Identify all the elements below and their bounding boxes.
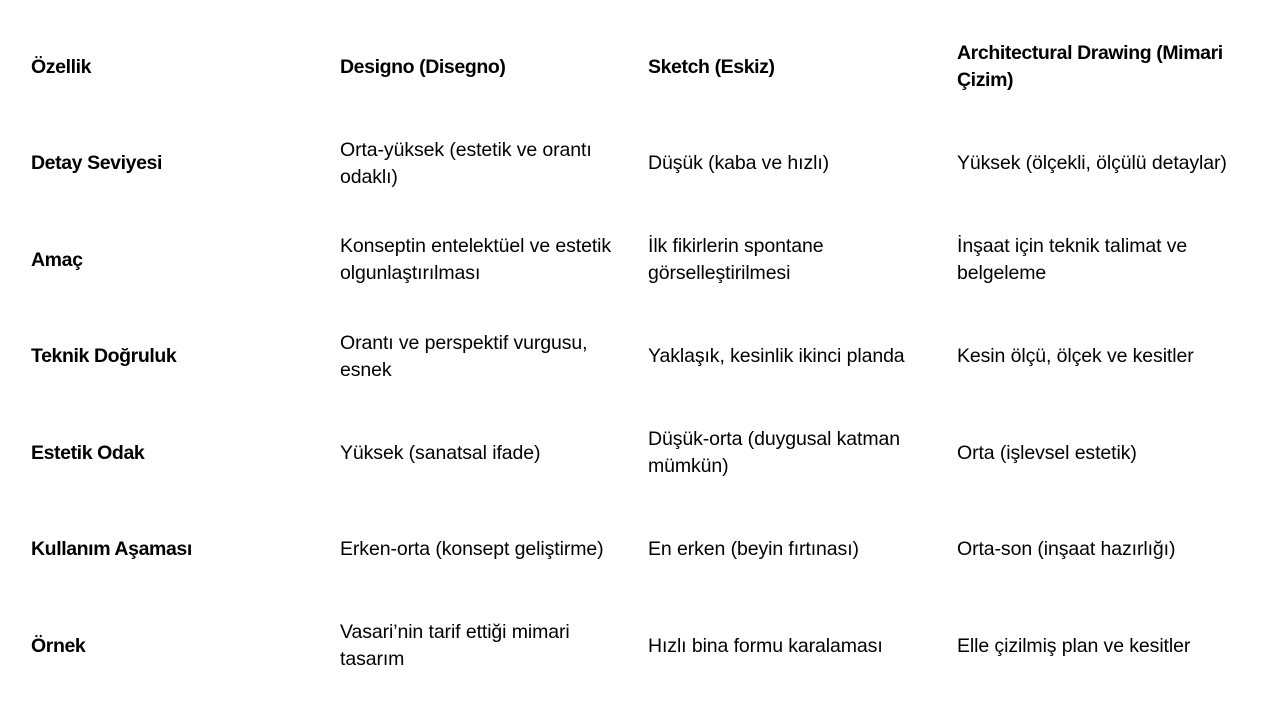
table-cell: Kesin ölçü, ölçek ve kesitler	[957, 345, 1194, 368]
row-label: Amaç	[31, 248, 83, 271]
table-cell: Yüksek (sanatsal ifade)	[340, 441, 541, 464]
table-cell: Vasari’nin tarif ettiği mimari tasarım	[340, 621, 570, 671]
table-cell: Düşük (kaba ve hızlı)	[648, 152, 830, 175]
table-cell: Erken-orta (konsept geliştirme)	[340, 538, 604, 561]
table-cell: En erken (beyin fırtınası)	[648, 538, 859, 561]
table-cell: İnşaat için teknik talimat ve belgeleme	[957, 235, 1188, 285]
table-cell: İlk fikirlerin spontane görselleştirilmesi	[648, 235, 824, 285]
table-cell: Konseptin entelektüel ve estetik olgunlaştırılması	[340, 235, 612, 285]
table-cell: Orta (işlevsel estetik)	[957, 441, 1137, 464]
row-label: Kullanım Aşaması	[31, 538, 192, 561]
table-header-row	[22, 19, 1262, 116]
table-row	[22, 598, 1262, 695]
table-cell: Orta-son (inşaat hazırlığı)	[957, 538, 1176, 561]
table-cell: Orta-yüksek (estetik ve orantı odaklı)	[340, 138, 592, 188]
table-cell: Yaklaşık, kesinlik ikinci planda	[648, 345, 905, 368]
table-row	[22, 405, 1262, 502]
table-cell: Düşük-orta (duygusal katman mümkün)	[648, 428, 900, 478]
row-label: Teknik Doğruluk	[31, 345, 177, 368]
header-sketch: Sketch (Eskiz)	[648, 55, 775, 78]
header-disegno: Designo (Disegno)	[340, 55, 506, 78]
row-label: Estetik Odak	[31, 441, 145, 464]
table-row	[22, 116, 1262, 213]
table-cell: Yüksek (ölçekli, ölçülü detaylar)	[957, 152, 1227, 175]
table-cell: Orantı ve perspektif vurgusu, esnek	[340, 331, 588, 381]
row-label: Detay Seviyesi	[31, 152, 162, 175]
table-cell: Hızlı bina formu karalaması	[648, 634, 883, 657]
table-row	[22, 212, 1262, 309]
table-cell: Elle çizilmiş plan ve kesitler	[957, 634, 1191, 657]
table-row	[22, 502, 1262, 599]
header-architectural-drawing: Architectural Drawing (Mimari Çizim)	[957, 42, 1223, 92]
table-row	[22, 309, 1262, 406]
comparison-table	[22, 19, 1262, 695]
header-feature: Özellik	[31, 55, 92, 78]
row-label: Örnek	[31, 634, 86, 657]
